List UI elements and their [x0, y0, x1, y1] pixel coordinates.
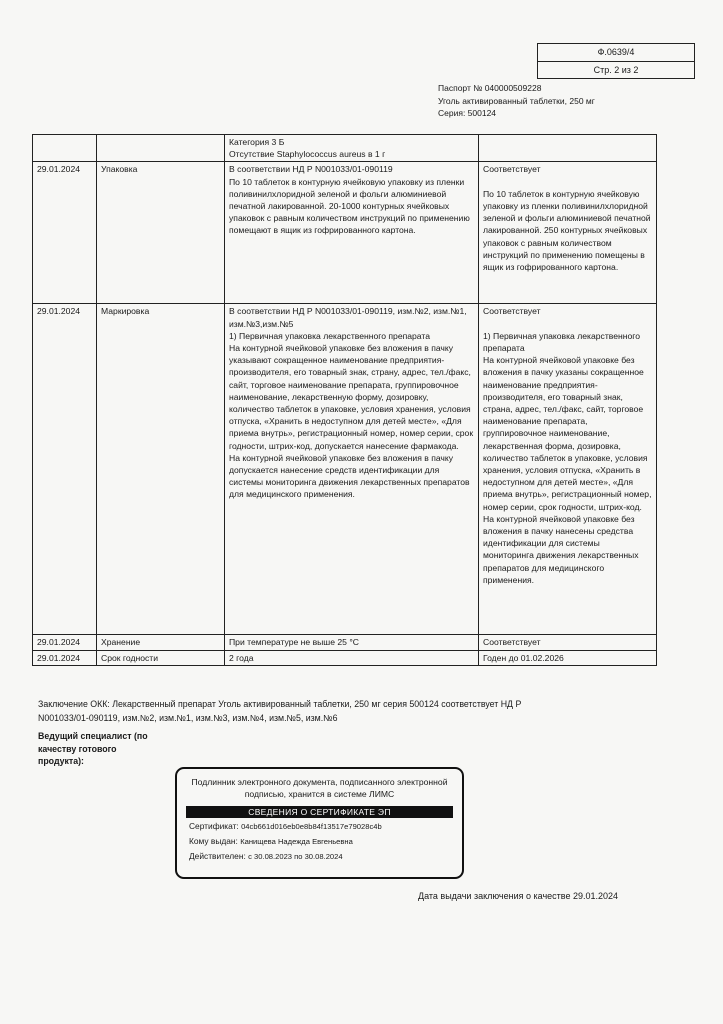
table-row: [33, 650, 657, 665]
requirement-cell: 2 года: [225, 650, 479, 665]
result-cell: [479, 135, 657, 162]
certificate-line: [189, 820, 462, 833]
certificate-label: Сертификат:: [189, 821, 239, 831]
issue-date: Дата выдачи заключения о качестве 29.01.2024: [418, 891, 618, 901]
validity-line: [189, 850, 462, 863]
result-cell: Соответствует По 10 таблеток в контурную ячейковую упаковку из пленки поливинилхлоридной зеленой и фольги алюминиевой печатной лакированной. 250 контурных ячейковых упаковок с равным количеством инструкций по применению помещены в ящик из гофрированного картона.: [479, 162, 657, 304]
date-cell: [33, 135, 97, 162]
form-code-box: [537, 43, 695, 79]
qc-conclusion: Заключение ОКК: Лекарственный препарат Уголь активированный таблетки, 250 мг серия 500124 соответствует НД Р N001033/01-090119, изм.№2, изм.№1, изм.№3, изм.№4, изм.№5, изм.№6: [38, 699, 522, 723]
date-cell: 29.01.2024: [33, 304, 97, 635]
indicator-cell: Упаковка: [97, 162, 225, 304]
specialist-label: Ведущий специалист (по качеству готового продукта):: [38, 731, 148, 766]
result-cell: Соответствует 1) Первичная упаковка лекарственного препарата На контурной ячейковой упаковке без вложения в пачку указаны сокращенное наименование предприятия-производителя, его товарный знак, страна, адрес, тел./факс, сайт, торговое наименование препарата, группировочное наименование, лекарственная форма, дозировка, количество таблеток в упаковке, условия хранения, условия отпуска, «Хранить в недоступном для детей месте», «Для приема внутрь», регистрационный номер, номер серии, срок годности, штрих-код. На контурной ячейковой упаковке без вложения в пачку нанесены средства идентификации для системы мониторинга движения лекарственных препаратов для медицинского применения.: [479, 304, 657, 635]
table-row: [33, 162, 657, 304]
indicator-cell: [97, 135, 225, 162]
page-label: Стр. 2 из 2: [538, 61, 694, 79]
result-cell: Соответствует: [479, 635, 657, 650]
validity-value: с 30.08.2023 по 30.08.2024: [248, 852, 343, 861]
certificate-value: 04cb661d016eb0e8b84f13517e79028c4b: [241, 822, 382, 831]
issued-to-line: [189, 835, 462, 848]
issued-to-label: Кому выдан:: [189, 836, 238, 846]
date-cell: 29.01.2024: [33, 162, 97, 304]
validity-label: Действителен:: [189, 851, 246, 861]
indicator-cell: Срок годности: [97, 650, 225, 665]
requirement-cell: В соответствии НД Р N001033/01-090119, изм.№2, изм.№1, изм.№3,изм.№5 1) Первичная упаковка лекарственного препарата На контурной ячейковой упаковке без вложения в пачку указывают сокращенное наименование предприятия-производителя, его товарный знак, страну, адрес, тел./факс, сайт, торговое наименование препарата, группировочное наименование, лекарственную форму, дозировку, количество таблеток в упаковке, условия хранения, условия отпуска, «Хранить в недоступном для детей месте», «Для приема внутрь», регистрационный номер, номер серии, срок годности, штрих-код, допускается нанесение фармакода. На контурной ячейковой упаковке без вложения в пачку допускается нанесение средств идентификации для системы мониторинга движения лекарственных препаратов для медицинского применения.: [225, 304, 479, 635]
result-cell: Годен до 01.02.2026: [479, 650, 657, 665]
indicator-cell: Маркировка: [97, 304, 225, 635]
e-signature-stamp: [175, 767, 464, 879]
issued-to-value: Канищева Надежда Евгеньевна: [240, 837, 353, 846]
passport-header: [438, 82, 595, 120]
series-number: Серия: 500124: [438, 108, 497, 118]
table-row: [33, 304, 657, 635]
form-code: Ф.0639/4: [597, 47, 635, 57]
indicator-cell: Хранение: [97, 635, 225, 650]
table-row: [33, 635, 657, 650]
stamp-text: Подлинник электронного документа, подписанного электронной подписью, хранится в системе ЛИМС: [191, 777, 448, 799]
requirement-cell: Категория 3 Б Отсутствие Staphylococcus aureus в 1 г: [225, 135, 479, 162]
requirement-cell: При температуре не выше 25 °С: [225, 635, 479, 650]
passport-number: Паспорт № 040000509228: [438, 83, 542, 93]
date-cell: 29.01.2024: [33, 650, 97, 665]
requirement-cell: В соответствии НД Р N001033/01-090119 По 10 таблеток в контурную ячейковую упаковку из пленки поливинилхлоридной зеленой и фольги алюминиевой печатной лакированной. 20-1000 контурных ячейковых упаковок с равным количеством инструкций по применению помещают в ящик из гофрированного картона.: [225, 162, 479, 304]
product-name: Уголь активированный таблетки, 250 мг: [438, 95, 595, 106]
quality-table: [32, 134, 657, 666]
certificate-info-title: СВЕДЕНИЯ О СЕРТИФИКАТЕ ЭП: [186, 806, 453, 818]
table-row: [33, 135, 657, 162]
date-cell: 29.01.2024: [33, 635, 97, 650]
